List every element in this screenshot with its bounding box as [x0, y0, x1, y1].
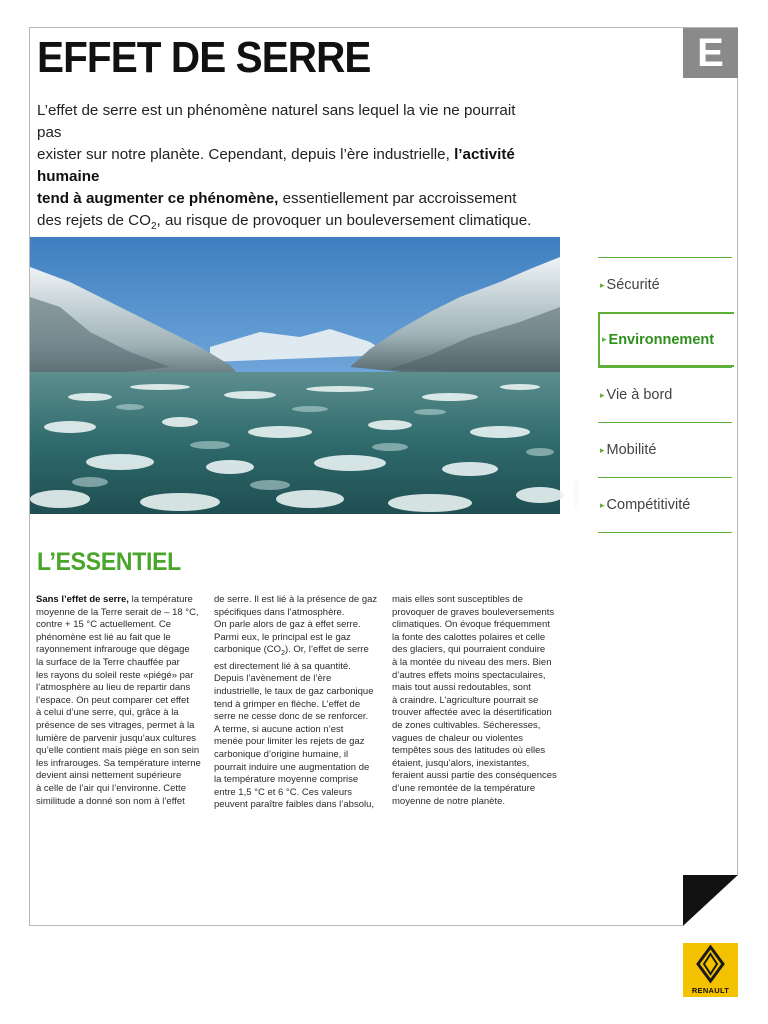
text-line: trouver affectée avec la désertification [392, 707, 552, 719]
text-line: contre + 15 °C actuellement. Ce [36, 619, 172, 631]
text-line: la température moyenne comprise [214, 774, 359, 786]
nav-item-label: Compétitivité [606, 497, 691, 513]
text-line: l’atmosphère au lieu de repartir dans [36, 682, 191, 694]
text-line: carbonique (CO [214, 644, 282, 656]
article-column-1 [36, 594, 204, 808]
chevron-right-icon: ▸ [602, 334, 607, 344]
intro-line: exister sur notre planète. Cependant, depuis l’ère industrielle, [37, 146, 455, 163]
renault-diamond-icon [683, 943, 738, 985]
chevron-right-icon: ▸ [600, 444, 605, 455]
text-line: présence de ses vitrages, permet à la [36, 719, 195, 731]
text-line: peuvent paraître faibles dans l’absolu, [214, 799, 375, 811]
section-title-essentiel: L’ESSENTIEL [37, 548, 181, 576]
nav-item-mobilite[interactable] [598, 422, 732, 477]
text-line: similitude a donné son nom à l’effet [36, 795, 185, 807]
chevron-right-icon: ▸ [600, 279, 605, 290]
nav-item-environnement[interactable] [598, 312, 734, 367]
brand-name: RENAULT [691, 986, 730, 995]
text-line: d’une remontée de la température [392, 782, 536, 794]
text-line: industrielle, le taux de gaz carbonique [214, 686, 374, 698]
intro-paragraph [37, 100, 537, 238]
text-line: les rayons du soleil reste «piégé» par [36, 669, 194, 681]
intro-line: , au risque de provoquer un bouleversement climatique. [156, 212, 532, 229]
text-line: à craindre. L’agriculture pourrait se [392, 694, 539, 706]
glacier-photo [30, 237, 581, 514]
text-line: les infrarouges. Sa température interne [36, 757, 201, 769]
text-line: phénomène est lié au fait que le [36, 631, 171, 643]
article-column-2 [214, 594, 382, 812]
nav-item-label: Environnement [608, 331, 715, 348]
text-line: moyenne de notre planète. [392, 795, 506, 807]
nav-item-label: Mobilité [606, 442, 657, 458]
nav-item-competitivite[interactable] [598, 477, 732, 532]
page-title: EFFET DE SERRE [37, 33, 371, 82]
nav-item-label: Vie à bord [606, 387, 673, 403]
text-line: moyenne de la Terre serait de – 18 °C, [36, 606, 199, 618]
text-line: Depuis l’avènement de l’ère [214, 673, 332, 685]
text-line: la fonte des calottes polaires et celle [392, 631, 546, 643]
intro-line: des rejets de CO [37, 212, 151, 229]
text-line: vagues de chaleur ou violentes [392, 732, 523, 744]
text-line: On parle alors de gaz à effet serre. [214, 619, 361, 631]
text-line: de serre. Il est lié à la présence de gaz [214, 594, 378, 605]
nav-divider [598, 532, 732, 533]
text-line: feraient aussi partie des conséquences [392, 770, 557, 782]
text-line: carbonique d’origine humaine, il [214, 749, 349, 761]
nav-item-label: Sécurité [606, 277, 660, 293]
text-line: à celui d’une serre, qui, grâce à la [36, 707, 179, 719]
section-nav [598, 257, 732, 533]
text-line: l’espace. On peut comparer cet effet [36, 694, 189, 706]
co2-subscript: 2 [150, 221, 157, 233]
text-line: lumière de parvenir jusqu’aux cultures [36, 732, 196, 744]
page-turn-corner-icon[interactable] [683, 875, 738, 926]
text-line: de zones cultivables. Sécheresses, [392, 719, 541, 731]
renault-logo [683, 943, 738, 997]
text-line: la surface de la Terre chauffée par [36, 656, 180, 668]
text-line: des glaciers, qui pourraient conduire [392, 644, 546, 656]
text-line: climatiques. On évoque fréquemment [392, 619, 550, 631]
chevron-right-icon: ▸ [600, 499, 605, 510]
text-line: mais elles sont susceptibles de [392, 594, 523, 605]
text-line: provoquer de graves bouleversements [392, 606, 555, 618]
intro-emphasis: tend à augmenter ce phénomène, [37, 190, 279, 207]
text-line: à la montée du niveau des mers. Bien [392, 656, 552, 668]
nav-item-securite[interactable] [598, 257, 732, 312]
text-line: tempêtes sous des latitudes où elles [392, 745, 546, 757]
section-tab-letter: E [683, 28, 738, 78]
article-column-3 [392, 594, 560, 808]
text-line: d’autres effets moins spectaculaires, [392, 669, 546, 681]
text-line: ). Or, l’effet de serre [284, 644, 369, 656]
photo-credit: CORBIS [574, 479, 581, 509]
text-line: étaient, jusqu’alors, inexistantes, [392, 757, 530, 769]
text-line: la température [128, 594, 193, 605]
intro-line: L’effet de serre est un phénomène naturel sans lequel la vie ne pourrait pas [37, 102, 516, 141]
text-line: spécifiques dans l’atmosphère. [214, 606, 345, 618]
text-line: Parmi eux, le principal est le gaz [214, 631, 351, 643]
text-line: devient ainsi nettement supérieure [36, 770, 182, 782]
text-line: à celle de l’air qui l’environne. Cette [36, 782, 186, 794]
intro-emphasis: l’activité humaine [37, 146, 515, 185]
text-line: menée pour limiter les rejets de gaz [214, 736, 365, 748]
chevron-right-icon: ▸ [600, 389, 605, 400]
glacier-image [30, 237, 560, 514]
text-line: pourrait induire une augmentation de [214, 761, 370, 773]
text-line: mais tout aussi redoutables, sont [392, 682, 531, 694]
text-line: est directement lié à sa quantité. [214, 660, 351, 672]
intro-line: essentiellement par accroissement [278, 190, 517, 207]
text-line: A terme, si aucune action n’est [214, 723, 344, 735]
text-line: tend à grimper en flèche. L’effet de [214, 698, 361, 710]
text-line: qu’elle contient mais piège en son sein [36, 745, 200, 757]
text-line: rayonnement infrarouge que dégage [36, 644, 190, 656]
co2-subscript: 2 [281, 650, 285, 658]
column-lead: Sans l’effet de serre, [36, 594, 129, 605]
nav-item-vie-a-bord[interactable] [598, 367, 732, 422]
text-line: entre 1,5 °C et 6 °C. Ces valeurs [214, 786, 353, 798]
text-line: serre ne cesse donc de se renforcer. [214, 711, 369, 723]
